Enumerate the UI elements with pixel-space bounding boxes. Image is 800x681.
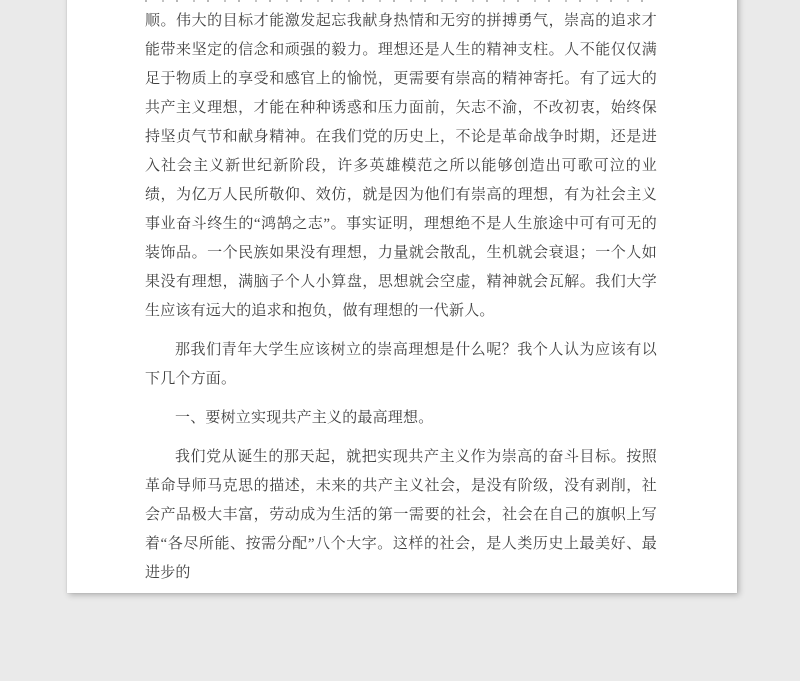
document-page xyxy=(67,0,737,593)
paragraph-continuation: 顺。伟大的目标才能激发起忘我献身热情和无穷的拼搏勇气，崇高的追求才能带来坚定的信念和顽强的毅力。理想还是人生的精神支柱。人不能仅仅满足于物质上的享受和感官上的愉悦，更需要有崇高的精神寄托。有了远大的共产主义理想，才能在种种诱惑和压力面前，矢志不渝，不改初衷，始终保持坚贞气节和献身精神。在我们党的历史上，不论是革命战争时期，还是进入社会主义新世纪新阶段，许多英雄模范之所以能够创造出可歌可泣的业绩，为亿万人民所敬仰、效仿，就是因为他们有崇高的理想，有为社会主义事业奋斗终生的“鸿鹄之志”。事实证明，理想绝不是人生旅途中可有可无的装饰品。一个民族如果没有理想，力量就会散乱，生机就会衰退；一个人如果没有理想，满脑子个人小算盘，思想就会空虚，精神就会瓦解。我们大学生应该有远大的追求和抱负，做有理想的一代新人。 xyxy=(145,13,657,319)
paragraph-body: 我们党从诞生的那天起，就把实现共产主义作为崇高的奋斗目标。按照革命导师马克思的描述，未来的共产主义社会，是没有阶级，没有剥削，社会产品极大丰富，劳动成为生活的第一需要的社会，社会在自己的旗帜上写着“各尽所能、按需分配”八个大字。这样的社会，是人类历史上最美好、最进步的 xyxy=(145,449,657,581)
section-heading: 一、要树立实现共产主义的最高理想。 xyxy=(175,410,434,426)
paragraph-body: 那我们青年大学生应该树立的崇高理想是什么呢？我个人认为应该有以下几个方面。 xyxy=(145,342,657,387)
page-text-block xyxy=(145,7,657,588)
clipped-line-fragment xyxy=(145,0,650,2)
